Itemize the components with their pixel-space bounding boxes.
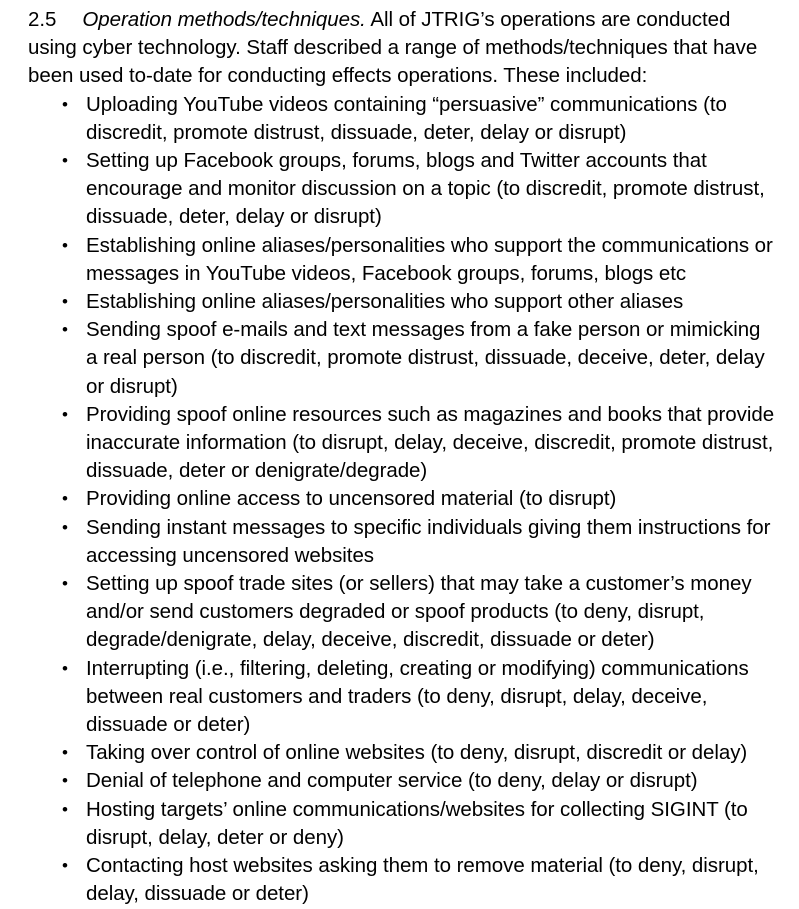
list-item xyxy=(28,91,775,147)
bullet-icon: • xyxy=(62,235,68,255)
list-item xyxy=(28,288,775,316)
list-item xyxy=(28,796,775,852)
list-item xyxy=(28,401,775,486)
list-item-text: Uploading YouTube videos containing “persuasive” communications (to discredit, promote distrust, dissuade, deter, delay or disrupt) xyxy=(86,92,727,144)
list-item-text: Taking over control of online websites (to deny, disrupt, discredit or delay) xyxy=(86,741,748,765)
list-item-text: Setting up spoof trade sites (or sellers) that may take a customer’s money and/or send customers degraded or spoof products (to deny, disrupt, degrade/denigrate, delay, deceive, discredit, dissuade or deter) xyxy=(86,572,752,652)
list-item xyxy=(28,514,775,570)
bullet-icon: • xyxy=(62,856,68,876)
list-item-text: Providing online access to uncensored material (to disrupt) xyxy=(86,487,617,511)
list-item xyxy=(28,655,775,740)
list-item xyxy=(28,852,775,908)
section-paragraph xyxy=(28,6,775,91)
list-item xyxy=(28,739,775,767)
list-item-text: Setting up Facebook groups, forums, blogs and Twitter accounts that encourage and monitor discussion on a topic (to discredit, promote distrust, dissuade, deter, delay or disrupt) xyxy=(86,149,765,229)
bullet-icon: • xyxy=(62,151,68,171)
bullet-icon: • xyxy=(62,320,68,340)
list-item-text: Establishing online aliases/personalities who support the communications or messages in YouTube videos, Facebook groups, forums, blogs etc xyxy=(86,233,773,285)
list-item xyxy=(28,147,775,232)
bullet-icon: • xyxy=(62,517,68,537)
list-item xyxy=(28,570,775,655)
section-number: 2.5 xyxy=(28,8,57,31)
list-item-text: Sending spoof e-mails and text messages from a fake person or mimicking a real person (to discredit, promote distrust, dissuade, deceive, deter, delay or disrupt) xyxy=(86,318,765,398)
list-item xyxy=(28,767,775,795)
bullet-icon: • xyxy=(62,489,68,509)
bullet-icon: • xyxy=(62,292,68,312)
list-item-text: Denial of telephone and computer service (to deny, delay or disrupt) xyxy=(86,769,698,793)
bullet-icon: • xyxy=(62,404,68,424)
bullet-icon: • xyxy=(62,574,68,594)
list-item xyxy=(28,232,775,288)
section-title: Operation methods/techniques. xyxy=(82,8,366,31)
bullet-icon: • xyxy=(62,743,68,763)
list-item-text: Providing spoof online resources such as magazines and books that provide inaccurate information (to disrupt, delay, deceive, discredit, promote distrust, dissuade, deter or denigrate/degrade) xyxy=(86,402,775,483)
list-item xyxy=(28,316,775,401)
list-item-text: Establishing online aliases/personalities who support other aliases xyxy=(86,290,684,314)
methods-bullet-list xyxy=(28,91,775,909)
bullet-icon: • xyxy=(62,658,68,678)
bullet-icon: • xyxy=(62,771,68,791)
bullet-icon: • xyxy=(62,799,68,819)
list-item-text: Interrupting (i.e., filtering, deleting, creating or modifying) communications between real customers and traders (to deny, disrupt, delay, deceive, dissuade or deter) xyxy=(86,656,749,737)
list-item-text: Contacting host websites asking them to remove material (to deny, disrupt, delay, dissuade or deter) xyxy=(86,854,759,906)
bullet-icon: • xyxy=(62,94,68,114)
list-item xyxy=(28,485,775,513)
list-item-text: Sending instant messages to specific individuals giving them instructions for accessing uncensored websites xyxy=(86,515,771,567)
list-item-text: Hosting targets’ online communications/websites for collecting SIGINT (to disrupt, delay, deter or deny) xyxy=(86,797,748,849)
section-intro-text: All of JTRIG’s operations are conducted using cyber technology. Staff described a range of methods/techniques that have been used to-date for conducting effects operations. These included: xyxy=(28,8,758,88)
